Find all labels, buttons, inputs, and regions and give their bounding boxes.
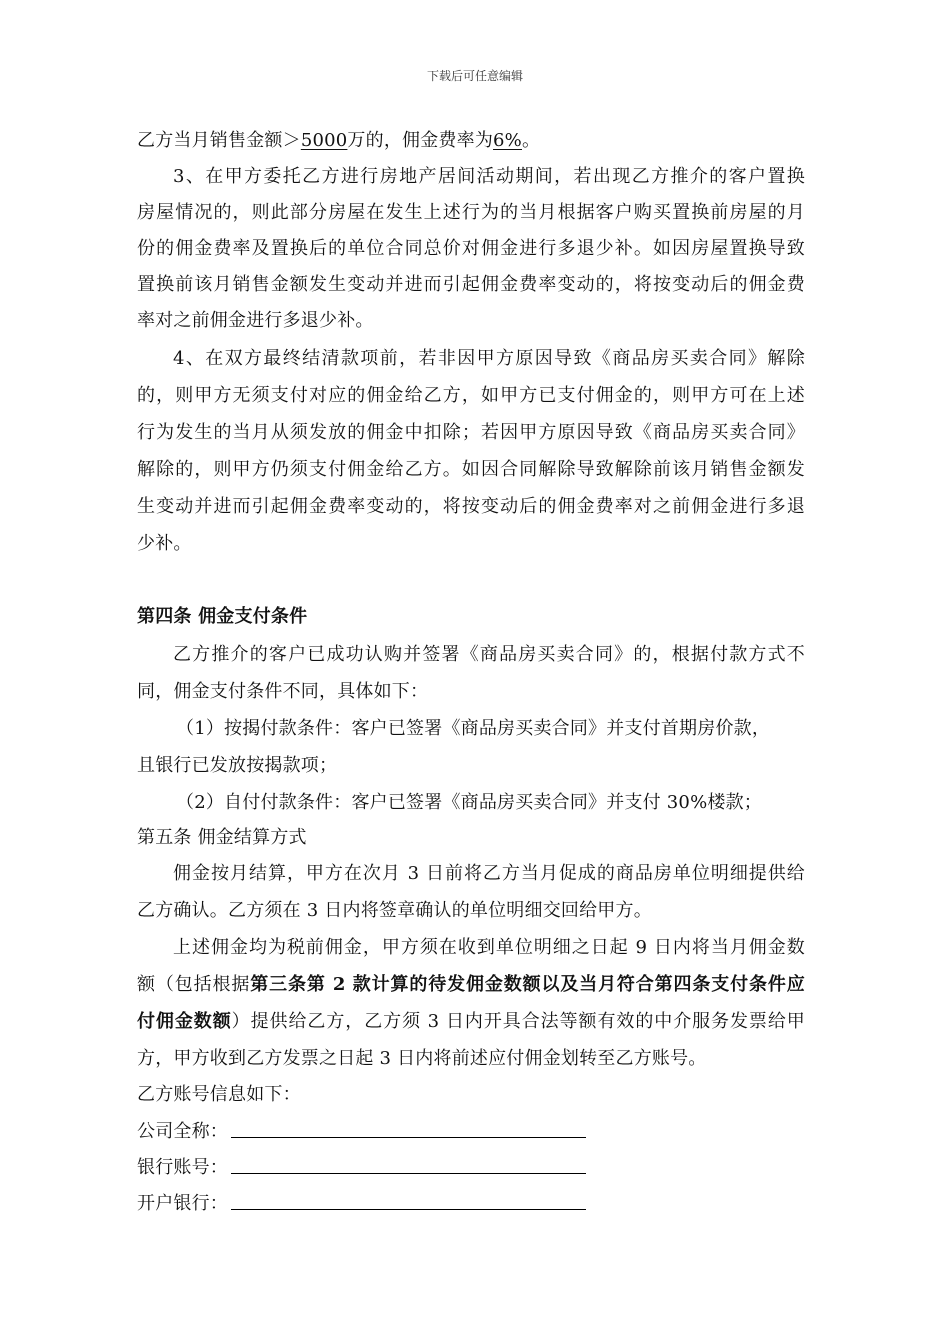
clause-3-line-3: 份的佣金费率及置换后的单位合同总价对佣金进行多退少补。如因房屋置换导致 bbox=[137, 238, 805, 259]
article-4-intro-line-1: 乙方推介的客户已成功认购并签署《商品房买卖合同》的，根据付款方式不 bbox=[173, 644, 805, 665]
condition-1-line-2: 且银行已发放按揭款项； bbox=[137, 755, 338, 776]
clause-3-line-2: 房屋情况的，则此部分房屋在发生上述行为的当月根据客户购买置换前房屋的月 bbox=[137, 202, 805, 223]
article-5-p1-line-1: 佣金按月结算，甲方在次月 3 日前将乙方当月促成的商品房单位明细提供给 bbox=[173, 863, 805, 884]
article-4-intro-line-2: 同，佣金支付条件不同，具体如下： bbox=[137, 681, 429, 702]
clause-4-line-2: 的，则甲方无须支付对应的佣金给乙方，如甲方已支付佣金的，则甲方可在上述 bbox=[137, 385, 805, 406]
bold-reference-end: 付佣金数额 bbox=[137, 1011, 232, 1032]
article-5-p2-line-2: 额（包括根据第三条第 2 款计算的待发佣金数额以及当月符合第四条支付条件应 bbox=[137, 974, 805, 995]
clause-4-line-1: 4、在双方最终结清款项前，若非因甲方原因导致《商品房买卖合同》解除 bbox=[173, 348, 805, 369]
article-5-p1-line-2: 乙方确认。乙方须在 3 日内将签章确认的单位明细交回给甲方。 bbox=[137, 900, 652, 921]
condition-1-line-1: （1）按揭付款条件：客户已签署《商品房买卖合同》并支付首期房价款， bbox=[176, 718, 771, 739]
commission-rate: 6% bbox=[493, 130, 522, 151]
clause-3-line-1: 3、在甲方委托乙方进行房地产居间活动期间，若出现乙方推介的客户置换 bbox=[173, 166, 805, 187]
article-5-p2-line-4: 方，甲方收到乙方发票之日起 3 日内将前述应付佣金划转至乙方账号。 bbox=[137, 1048, 707, 1069]
clause-3-line-4: 置换前该月销售金额发生变动并进而引起佣金费率变动的，将按变动后的佣金费 bbox=[137, 274, 805, 295]
clause-3-line-5: 率对之前佣金进行多退少补。 bbox=[137, 310, 374, 331]
article-5-title: 第五条 佣金结算方式 bbox=[137, 827, 307, 848]
article-4-title: 第四条 佣金支付条件 bbox=[137, 606, 308, 627]
page-header-note: 下载后可任意编辑 bbox=[426, 69, 523, 83]
commission-rate-line: 乙方当月销售金额＞5000万的，佣金费率为6%。 bbox=[137, 130, 541, 151]
clause-4-line-5: 生变动并进而引起佣金费率变动的，将按变动后的佣金费率对之前佣金进行多退 bbox=[137, 496, 805, 517]
company-name-label: 公司全称： bbox=[137, 1121, 228, 1142]
account-info-intro: 乙方账号信息如下： bbox=[137, 1084, 301, 1105]
clause-4-line-4: 解除的，则甲方仍须支付佣金给乙方。如因合同解除导致解除前该月销售金额发 bbox=[137, 459, 805, 480]
amount-threshold: 5000 bbox=[300, 130, 348, 151]
opening-bank-blank bbox=[231, 1209, 586, 1210]
article-5-p2-line-1: 上述佣金均为税前佣金，甲方须在收到单位明细之日起 9 日内将当月佣金数 bbox=[173, 937, 805, 958]
bold-reference: 第三条第 2 款计算的待发佣金数额以及当月符合第四条支付条件应 bbox=[250, 974, 805, 995]
bank-account-label: 银行账号： bbox=[137, 1157, 228, 1178]
condition-2: （2）自付付款条件：客户已签署《商品房买卖合同》并支付 30%楼款； bbox=[176, 792, 762, 813]
article-5-p2-line-3: 付佣金数额）提供给乙方，乙方须 3 日内开具合法等额有效的中介服务发票给甲 bbox=[137, 1011, 805, 1032]
clause-4-line-6: 少补。 bbox=[137, 533, 192, 554]
opening-bank-label: 开户银行： bbox=[137, 1193, 228, 1214]
bank-account-blank bbox=[231, 1173, 586, 1174]
company-name-blank bbox=[231, 1137, 586, 1138]
clause-4-line-3: 行为发生的当月从须发放的佣金中扣除；若因甲方原因导致《商品房买卖合同》 bbox=[137, 422, 805, 443]
